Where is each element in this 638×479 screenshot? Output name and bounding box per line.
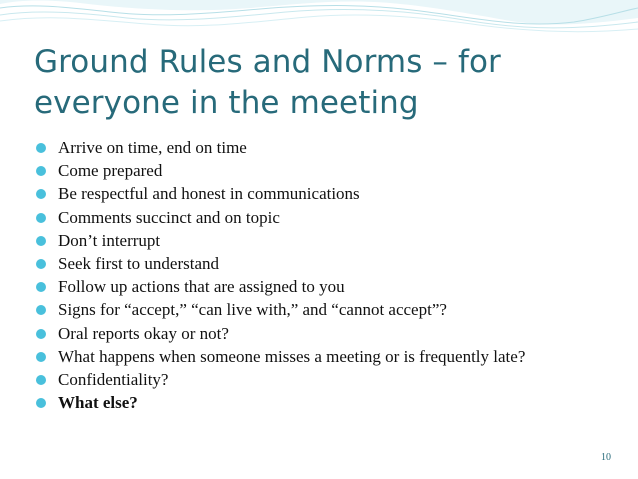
bullet-item-confidentiality xyxy=(36,369,596,391)
bullet-dot-icon xyxy=(36,189,46,199)
top-wave-fill xyxy=(0,0,638,24)
bullet-dot-icon xyxy=(36,398,46,408)
bullet-text: What else? xyxy=(58,393,138,413)
bullet-text: Don’t interrupt xyxy=(58,230,161,250)
bullet-item-oral-reports xyxy=(36,323,596,345)
bullet-dot-icon xyxy=(36,143,46,153)
bullet-text: What happens when someone misses a meeting or is frequently late? xyxy=(58,346,526,366)
bullet-item-missed-meeting xyxy=(36,346,596,368)
slide-page-number: 10 xyxy=(601,452,611,463)
bullet-text: Arrive on time, end on time xyxy=(58,138,247,157)
bullet-dot-icon xyxy=(36,352,46,362)
bullet-item-follow-up-actions xyxy=(36,276,596,298)
bullet-text: Signs for “accept,” “can live with,” and “cannot accept”? xyxy=(58,300,447,320)
bullet-item-what-else xyxy=(36,392,596,414)
bullet-dot-icon xyxy=(36,329,46,339)
bullet-text: Oral reports okay or not? xyxy=(58,323,229,343)
bullet-item-succinct-comments xyxy=(36,207,596,229)
bullet-dot-icon xyxy=(36,213,46,223)
bullet-item-seek-understanding xyxy=(36,253,596,275)
bullet-dot-icon xyxy=(36,259,46,269)
bullet-item-respectful-honest xyxy=(36,183,596,205)
bullet-item-dont-interrupt xyxy=(36,230,596,252)
bullet-text: Follow up actions that are assigned to you xyxy=(58,277,345,297)
bullet-item-accept-signs xyxy=(36,299,596,321)
bullet-text: Come prepared xyxy=(58,161,163,181)
bullet-text: Be respectful and honest in communications xyxy=(58,184,360,204)
bullet-item-arrive-on-time xyxy=(36,137,596,159)
slide-title: Ground Rules and Norms – for everyone in the meeting xyxy=(34,44,501,121)
bullet-dot-icon xyxy=(36,375,46,385)
bullet-text: Confidentiality? xyxy=(58,370,169,390)
ground-rules-bullet-list xyxy=(36,137,596,415)
bullet-item-come-prepared xyxy=(36,160,596,182)
bullet-text: Comments succinct and on topic xyxy=(58,207,280,227)
bullet-dot-icon xyxy=(36,166,46,176)
bullet-dot-icon xyxy=(36,282,46,292)
bullet-text: Seek first to understand xyxy=(58,254,219,274)
bullet-dot-icon xyxy=(36,305,46,315)
bullet-dot-icon xyxy=(36,236,46,246)
